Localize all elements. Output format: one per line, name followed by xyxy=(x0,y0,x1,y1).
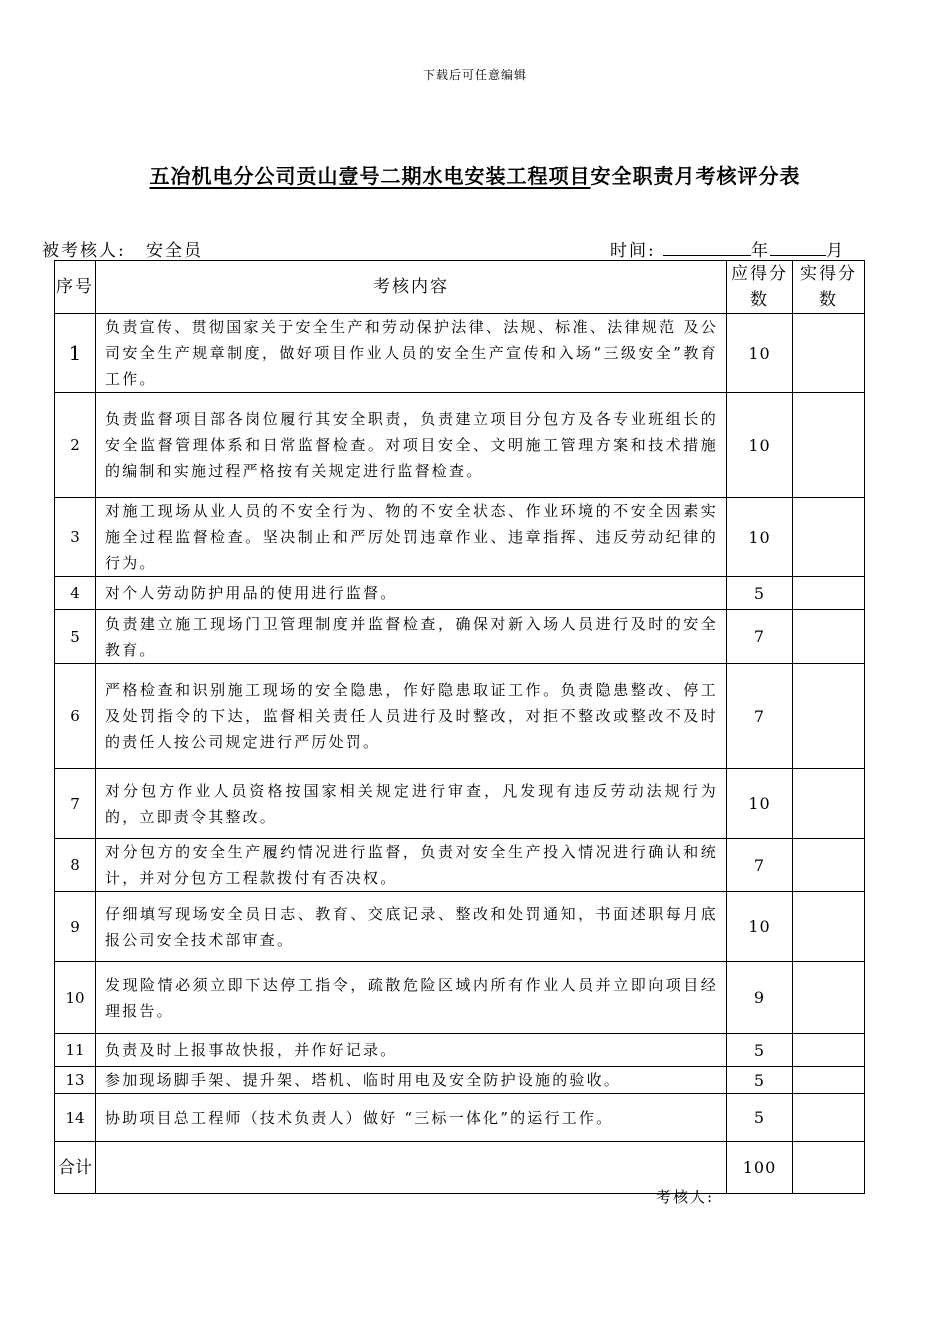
year-label: 年 xyxy=(751,241,771,261)
row-content: 负责监督项目部各岗位履行其安全职责，负责建立项目分包方及各专业班组长的安全监督管理体系和日常监督检查。对项目安全、文明施工管理方案和技术措施的编制和实施过程严格按有关规定进行监督检查。 xyxy=(96,393,727,498)
row-due-score: 9 xyxy=(727,962,793,1034)
table-row xyxy=(55,839,865,892)
row-actual-score[interactable] xyxy=(793,839,865,892)
row-due-score: 5 xyxy=(727,1034,793,1067)
assessment-table xyxy=(54,260,865,1194)
table-row xyxy=(55,1034,865,1067)
row-no: 2 xyxy=(55,393,96,498)
row-no: 4 xyxy=(55,577,96,610)
table-row xyxy=(55,610,865,664)
total-label: 合计 xyxy=(55,1142,96,1194)
total-due-score: 100 xyxy=(727,1142,793,1194)
meta-line xyxy=(42,236,862,260)
row-actual-score[interactable] xyxy=(793,664,865,769)
title-project-name: 五冶机电分公司贡山壹号二期水电安装工程项目 xyxy=(149,164,591,188)
row-no: 1 xyxy=(55,314,96,393)
row-due-score: 7 xyxy=(727,664,793,769)
row-actual-score[interactable] xyxy=(793,1067,865,1094)
row-due-score: 10 xyxy=(727,892,793,962)
row-actual-score[interactable] xyxy=(793,314,865,393)
year-blank[interactable] xyxy=(663,237,751,256)
table-row xyxy=(55,664,865,769)
time-field xyxy=(610,236,845,261)
row-content: 协助项目总工程师（技术负责人）做好 “三标一体化”的运行工作。 xyxy=(96,1094,727,1142)
row-due-score: 7 xyxy=(727,839,793,892)
row-due-score: 5 xyxy=(727,1067,793,1094)
row-no: 13 xyxy=(55,1067,96,1094)
row-actual-score[interactable] xyxy=(793,1094,865,1142)
total-actual-score[interactable] xyxy=(793,1142,865,1194)
row-actual-score[interactable] xyxy=(793,393,865,498)
row-content: 对分包方作业人员资格按国家相关规定进行审查，凡发现有违反劳动法规行为的，立即责令其整改。 xyxy=(96,769,727,839)
table-row xyxy=(55,1067,865,1094)
row-content: 负责宣传、贯彻国家关于安全生产和劳动保护法律、法规、标准、法律规范 及公司安全生产规章制度，做好项目作业人员的安全生产宣传和入场“三级安全”教育工作。 xyxy=(96,314,727,393)
row-actual-score[interactable] xyxy=(793,577,865,610)
header-content: 考核内容 xyxy=(96,261,727,314)
row-actual-score[interactable] xyxy=(793,1034,865,1067)
table-row xyxy=(55,393,865,498)
header-no: 序号 xyxy=(55,261,96,314)
assessee-value: 安全员 xyxy=(146,241,203,261)
row-due-score: 5 xyxy=(727,1094,793,1142)
time-label: 时间: xyxy=(610,241,656,261)
row-content: 参加现场脚手架、提升架、塔机、临时用电及安全防护设施的验收。 xyxy=(96,1067,727,1094)
table-row xyxy=(55,769,865,839)
assessee-label: 被考核人: xyxy=(42,241,126,261)
page-title xyxy=(0,160,950,189)
row-content: 负责建立施工现场门卫管理制度并监督检查，确保对新入场人员进行及时的安全教育。 xyxy=(96,610,727,664)
row-due-score: 5 xyxy=(727,577,793,610)
row-no: 3 xyxy=(55,498,96,577)
table-row xyxy=(55,577,865,610)
row-actual-score[interactable] xyxy=(793,769,865,839)
title-form-name: 安全职责月考核评分表 xyxy=(590,164,801,188)
row-due-score: 10 xyxy=(727,769,793,839)
row-content: 仔细填写现场安全员日志、教育、交底记录、整改和处罚通知，书面述职每月底报公司安全技术部审查。 xyxy=(96,892,727,962)
table-row xyxy=(55,1094,865,1142)
row-no: 6 xyxy=(55,664,96,769)
row-actual-score[interactable] xyxy=(793,892,865,962)
row-due-score: 10 xyxy=(727,393,793,498)
month-blank[interactable] xyxy=(770,237,826,256)
watermark-text: 下载后可任意编辑 xyxy=(422,68,527,82)
row-actual-score[interactable] xyxy=(793,498,865,577)
row-no: 9 xyxy=(55,892,96,962)
row-no: 11 xyxy=(55,1034,96,1067)
row-no: 8 xyxy=(55,839,96,892)
row-due-score: 10 xyxy=(727,498,793,577)
row-no: 14 xyxy=(55,1094,96,1142)
month-label: 月 xyxy=(826,241,846,261)
row-content: 负责及时上报事故快报，并作好记录。 xyxy=(96,1034,727,1067)
row-due-score: 10 xyxy=(727,314,793,393)
table-row xyxy=(55,892,865,962)
table-header-row xyxy=(55,261,865,314)
row-content: 对分包方的安全生产履约情况进行监督，负责对安全生产投入情况进行确认和统计，并对分包方工程款拨付有否决权。 xyxy=(96,839,727,892)
reviewer-label: 考核人: xyxy=(656,1188,715,1206)
total-row xyxy=(55,1142,865,1194)
row-no: 7 xyxy=(55,769,96,839)
row-actual-score[interactable] xyxy=(793,610,865,664)
row-no: 5 xyxy=(55,610,96,664)
row-due-score: 7 xyxy=(727,610,793,664)
row-actual-score[interactable] xyxy=(793,962,865,1034)
table-row xyxy=(55,962,865,1034)
row-content: 对个人劳动防护用品的使用进行监督。 xyxy=(96,577,727,610)
table-row xyxy=(55,314,865,393)
table-row xyxy=(55,498,865,577)
total-content xyxy=(96,1142,727,1194)
row-no: 10 xyxy=(55,962,96,1034)
row-content: 发现险情必须立即下达停工指令，疏散危险区域内所有作业人员并立即向项目经理报告。 xyxy=(96,962,727,1034)
header-due-score: 应得分数 xyxy=(727,261,793,314)
row-content: 对施工现场从业人员的不安全行为、物的不安全状态、作业环境的不安全因素实施全过程监督检查。坚决制止和严厉处罚违章作业、违章指挥、违反劳动纪律的行为。 xyxy=(96,498,727,577)
header-actual-score: 实得分数 xyxy=(793,261,865,314)
row-content: 严格检查和识别施工现场的安全隐患，作好隐患取证工作。负责隐患整改、停工及处罚指令的下达，监督相关责任人员进行及时整改，对拒不整改或整改不及时的责任人按公司规定进行严厉处罚。 xyxy=(96,664,727,769)
